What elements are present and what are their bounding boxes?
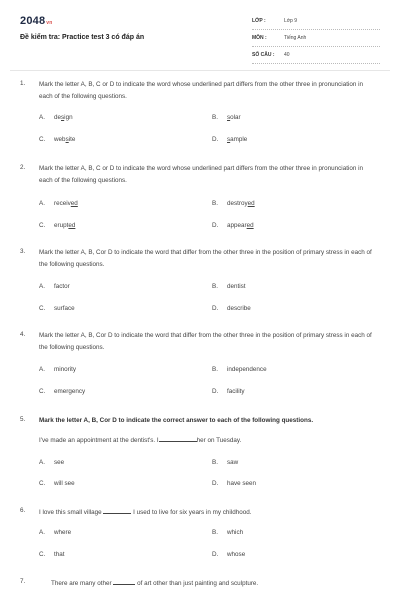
option-text: de [54, 114, 62, 121]
meta-label: MÔN : [252, 35, 267, 41]
option-letter: A. [39, 366, 45, 373]
meta-value: Tiếng Anh [284, 35, 307, 41]
option-d[interactable] [212, 305, 251, 312]
option-letter: C. [39, 480, 46, 487]
underlined-part: ed [70, 200, 78, 207]
option-text: saw [227, 459, 239, 466]
option-b[interactable] [212, 366, 267, 373]
option-text: factor [54, 283, 70, 290]
option-letter: A. [39, 283, 45, 290]
sentence-text: I used to live for six years in my childhood. [133, 509, 252, 516]
option-text: emergency [54, 388, 86, 395]
question-number: 5. [20, 416, 26, 423]
question-number: 6. [20, 507, 26, 514]
option-c[interactable] [39, 136, 75, 143]
option-text: facility [227, 388, 245, 395]
sentence-text: I've made an appointment at the dentist's. I [39, 437, 159, 444]
option-d[interactable] [212, 136, 247, 143]
meta-row-class [252, 15, 380, 30]
question-number: 1. [20, 80, 26, 87]
sentence-text: of art other than just painting and sculpture. [137, 580, 259, 587]
answer-blank [159, 435, 197, 442]
meta-row-question-count [252, 49, 380, 64]
option-text: receiv [54, 200, 71, 207]
question-number: 7. [20, 578, 26, 585]
answer-blank [103, 507, 131, 514]
option-letter: C. [39, 222, 46, 229]
option-text: ample [230, 136, 248, 143]
option-a[interactable] [39, 114, 73, 121]
option-text: dentist [227, 283, 246, 290]
question-text: Mark the letter A, B, C or D to indicate the word whose underlined part differs from the other three in pronunciation in each of the following questions. [39, 165, 363, 184]
option-letter: B. [212, 283, 218, 290]
question-number: 4. [20, 331, 26, 338]
option-text: that [54, 551, 65, 558]
option-b[interactable] [212, 459, 238, 466]
underlined-part: s [227, 136, 231, 143]
option-letter: D. [212, 136, 219, 143]
option-d[interactable] [212, 480, 256, 487]
meta-label: LỚP : [252, 18, 266, 24]
question-text: Mark the letter A, B, Cor D to indicate the correct answer to each of the following questions. [39, 417, 314, 424]
option-text: olar [230, 114, 241, 121]
option-d[interactable] [212, 388, 245, 395]
option-text: independence [227, 366, 267, 373]
sentence-text: her on Tuesday. [196, 437, 242, 444]
option-text: ite [68, 136, 76, 143]
option-letter: C. [39, 305, 46, 312]
option-text: whose [227, 551, 246, 558]
option-b[interactable] [212, 283, 246, 290]
option-letter: D. [212, 222, 219, 229]
document-meta [252, 15, 380, 66]
option-letter: B. [212, 200, 218, 207]
question-text: Mark the letter A, B, Cor D to indicate the word that differ from the other three in the position of primary stress in each of the following questions. [39, 332, 372, 351]
option-letter: C. [39, 551, 46, 558]
option-letter: B. [212, 529, 218, 536]
option-c[interactable] [39, 551, 65, 558]
option-letter: B. [212, 366, 218, 373]
option-letter: A. [39, 529, 45, 536]
option-text: which [227, 529, 244, 536]
sentence-text: I love this small village [39, 509, 102, 516]
question-sentence [39, 435, 241, 444]
option-text: web [54, 136, 66, 143]
option-letter: D. [212, 480, 219, 487]
option-text: appear [227, 222, 247, 229]
meta-row-subject [252, 32, 380, 47]
option-a[interactable] [39, 459, 64, 466]
meta-label: SỐ CÂU : [252, 52, 275, 58]
option-b[interactable] [212, 114, 241, 121]
option-c[interactable] [39, 305, 75, 312]
option-letter: C. [39, 388, 46, 395]
option-a[interactable] [39, 283, 70, 290]
option-text: see [54, 459, 65, 466]
option-text: have seen [227, 480, 257, 487]
option-letter: D. [212, 305, 219, 312]
option-text: surface [54, 305, 75, 312]
option-c[interactable] [39, 480, 75, 487]
option-letter: A. [39, 114, 45, 121]
question-text: Mark the letter A, B, C or D to indicate the word whose underlined part differs from the other three in pronunciation in each of the following questions. [39, 81, 363, 100]
option-text: minority [54, 366, 77, 373]
option-text: will see [54, 480, 75, 487]
document-title: Đề kiểm tra: Practice test 3 có đáp án [20, 34, 145, 41]
header-divider [10, 70, 390, 71]
option-a[interactable] [39, 529, 71, 536]
brand-suffix: vn [46, 20, 53, 26]
meta-value: 40 [284, 52, 290, 58]
option-letter: D. [212, 551, 219, 558]
option-c[interactable] [39, 222, 75, 229]
option-letter: A. [39, 459, 45, 466]
option-letter: B. [212, 459, 218, 466]
question-sentence [39, 507, 251, 516]
option-letter: A. [39, 200, 45, 207]
question-text: Mark the letter A, B, Cor D to indicate the word that differ from the other three in the position of primary stress in each of the following questions. [39, 249, 372, 268]
option-a[interactable] [39, 366, 76, 373]
question-number: 3. [20, 248, 26, 255]
underlined-part: ed [246, 222, 254, 229]
option-letter: B. [212, 114, 218, 121]
option-b[interactable] [212, 529, 243, 536]
option-letter: D. [212, 388, 219, 395]
option-d[interactable] [212, 222, 254, 229]
option-text: destroy [227, 200, 248, 207]
brand-name: 2048 [20, 15, 46, 27]
underlined-part: s [61, 114, 65, 121]
question-sentence [51, 578, 258, 587]
option-c[interactable] [39, 388, 85, 395]
option-letter: C. [39, 136, 46, 143]
sentence-text: There are many other [51, 580, 112, 587]
option-text: ign [64, 114, 73, 121]
site-logo[interactable] [20, 15, 53, 27]
option-a[interactable] [39, 200, 78, 207]
underlined-part: s [65, 136, 69, 143]
page-header [0, 0, 400, 64]
answer-blank [113, 578, 135, 585]
option-text: erupt [54, 222, 69, 229]
meta-value: Lớp 9 [284, 18, 298, 24]
question-number: 2. [20, 164, 26, 171]
underlined-part: s [227, 114, 231, 121]
underlined-part: ed [68, 222, 76, 229]
option-text: where [54, 529, 72, 536]
option-b[interactable] [212, 200, 255, 207]
option-text: describe [227, 305, 251, 312]
option-d[interactable] [212, 551, 245, 558]
underlined-part: ed [247, 200, 255, 207]
